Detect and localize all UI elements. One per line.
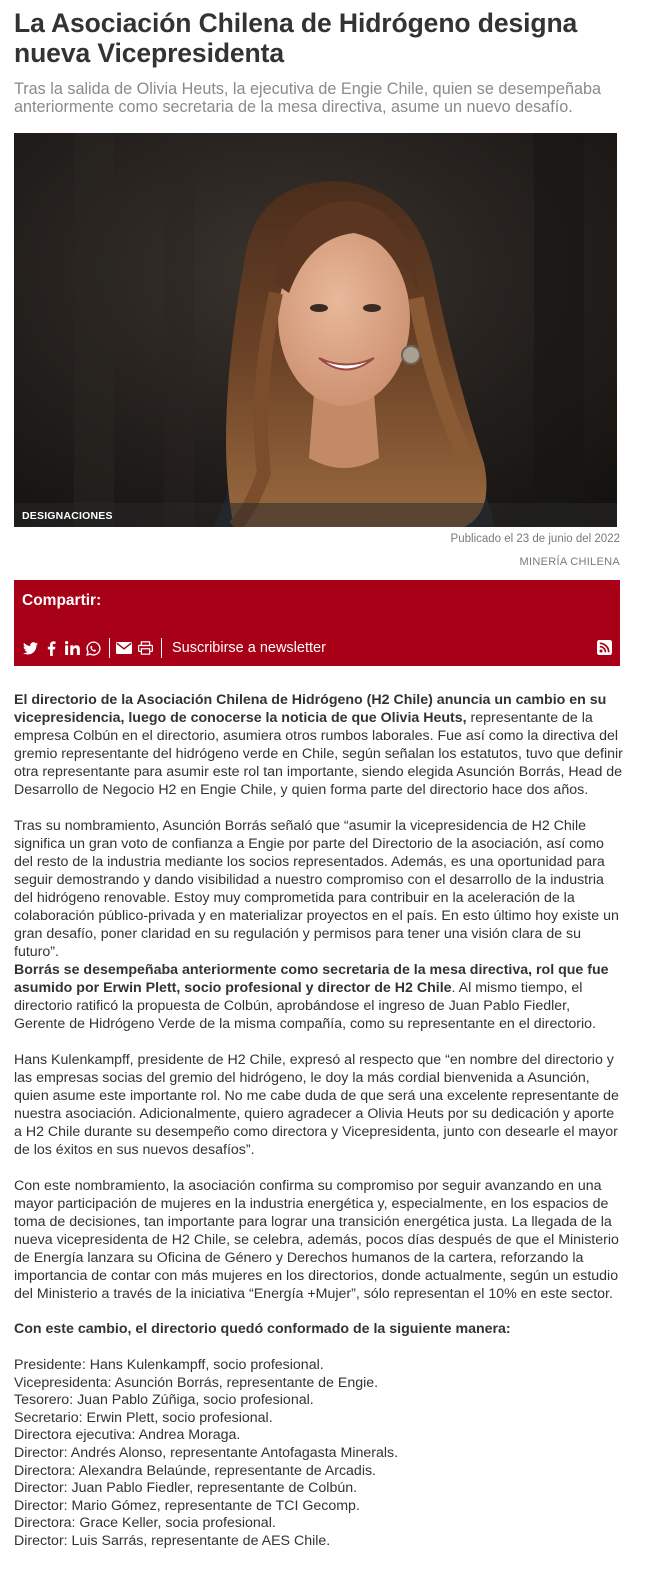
whatsapp-icon[interactable] [85, 640, 101, 656]
share-icons [22, 640, 326, 656]
list-item: Vicepresidenta: Asunción Borrás, representante de Engie. [14, 1374, 379, 1391]
list-item: Directora: Grace Keller, socia profesional. [14, 1515, 276, 1532]
list-item: Director: Mario Gómez, representante de TCI Gecomp. [14, 1497, 360, 1514]
article-photo [14, 133, 617, 527]
paragraph-4: Hans Kulenkampff, presidente de H2 Chile, expresó al respecto que “en nombre del directorio y las empresas socias del gremio del hidrógeno, le doy la más cordial bienvenida a Asunción, quien asume este importante rol. No me cabe duda de que será una excelente representante de nuestra asociación. Adicionalmente, quiero agradecer a Olivia Heuts por su dedicación y aporte a H2 Chile durante su desempeño como directora y Vicepresidenta, junto con desearle el mayor de los éxitos en sus nuevos desafíos”. [14, 1052, 619, 1158]
paragraph-3-lead: Borrás se desempeñaba anteriormente como secretaria de la mesa directiva, rol que fue asumido por Erwin Plett, socio profesional y director de H2 Chile [14, 962, 609, 996]
paragraph-6 [14, 1320, 624, 1338]
category-bar [14, 503, 617, 527]
paragraph-2: Tras su nombramiento, Asunción Borrás señaló que “asumir la vicepresidencia de H2 Chile significa un gran voto de confianza a Engie por parte del Directorio de la asociación, así como del resto de la industria mediante los socios representados. Además, es una oportunidad para seguir demostrando y dando visibilidad a nuestro compromiso con el desarrollo de la industria del hidrógeno renovable. Estoy muy comprometida para contribuir en la aceleración de la colaboración público-privada y en materializar proyectos en el país. En esto último hoy existe un gran desafío, poner claridad en su regulación y permisos para tener una visión clara de su futuro”. [14, 818, 619, 960]
share-label: Compartir: [22, 592, 102, 609]
list-item: Director: Luis Sarrás, representante de AES Chile. [14, 1532, 331, 1549]
list-item: Director: Juan Pablo Fiedler, representante de Colbún. [14, 1480, 358, 1497]
facebook-icon[interactable] [43, 640, 59, 656]
list-item: Presidente: Hans Kulenkampff, socio profesional. [14, 1357, 324, 1373]
article-subtitle: Tras la salida de Olivia Heuts, la ejecutiva de Engie Chile, quien se desempeñaba anteriormente como secretaria de la mesa directiva, asume un nuevo desafío. [14, 80, 601, 116]
board-members-list [14, 1357, 624, 1551]
paragraph-1 [14, 691, 624, 799]
paragraph-1-text: representante de la empresa Colbún en el directorio, asumiera otros rumbos laborales. Fue así como la directiva del gremio representante del hidrógeno verde en Chile, según señalan los estatutos, tuvo que definir otra representante para asumir este rol tan importante, siendo elegida Asunción Borrás, Head de Desarrollo de Negocio H2 en Engie Chile, y quien forma parte del directorio hace dos años. [14, 710, 623, 798]
print-icon[interactable] [137, 640, 153, 656]
paragraph-5: Con este nombramiento, la asociación confirma su compromiso por seguir avanzando en una mayor participación de mujeres en la industria energética y, especialmente, en los espacios de toma de decisiones, tan importante para lograr una transición energética justa. La llegada de la nueva vicepresidenta de H2 Chile, se celebra, además, pocos días después de que el Ministerio de Energía lanzara su Oficina de Género y Derechos humanos de la cartera, reforzando la importancia de contar con más mujeres en los directorios, donde actualmente, según un estudio del Ministerio a través de la iniciativa “Energía +Mujer”, sólo representan el 10% en este sector. [14, 1178, 619, 1302]
list-item: Tesorero: Juan Pablo Zúñiga, socio profesional. [14, 1392, 314, 1409]
board-heading: Con este cambio, el directorio quedó conformado de la siguiente manera: [14, 1321, 511, 1337]
published-date: Publicado el 23 de junio del 2022 [450, 533, 620, 545]
article-title: La Asociación Chilena de Hidrógeno designa nueva Vicepresidenta [14, 8, 578, 68]
share-bar [14, 580, 620, 666]
article-source: MINERÍA CHILENA [519, 556, 620, 568]
divider [161, 638, 162, 658]
paragraph-3 [14, 961, 624, 1033]
list-item: Director: Andrés Alonso, representante Antofagasta Minerals. [14, 1444, 399, 1461]
category-label[interactable]: DESIGNACIONES [22, 510, 113, 522]
rss-icon[interactable] [597, 640, 612, 655]
twitter-icon[interactable] [22, 640, 38, 656]
linkedin-icon[interactable] [64, 640, 80, 656]
paragraph-1-lead: El directorio de la Asociación Chilena de Hidrógeno (H2 Chile) anuncia un cambio en su vicepresidencia, luego de conocerse la noticia de que Olivia Heuts, [14, 692, 607, 726]
list-item: Secretario: Erwin Plett, socio profesional. [14, 1409, 273, 1426]
portrait-photo [14, 133, 617, 527]
divider [109, 638, 110, 658]
email-icon[interactable] [116, 640, 132, 656]
list-item: Directora: Alexandra Belaúnde, representante de Arcadis. [14, 1462, 377, 1479]
list-item: Directora ejecutiva: Andrea Moraga. [14, 1427, 241, 1444]
paragraph-3-text: . Al mismo tiempo, el directorio ratificó la propuesta de Colbún, aprobándose el ingreso de Juan Pablo Fiedler, Gerente de Hidrógeno Verde de la misma compañía, como su representante en el directorio. [14, 980, 597, 1032]
newsletter-link[interactable]: Suscribirse a newsletter [172, 640, 326, 656]
